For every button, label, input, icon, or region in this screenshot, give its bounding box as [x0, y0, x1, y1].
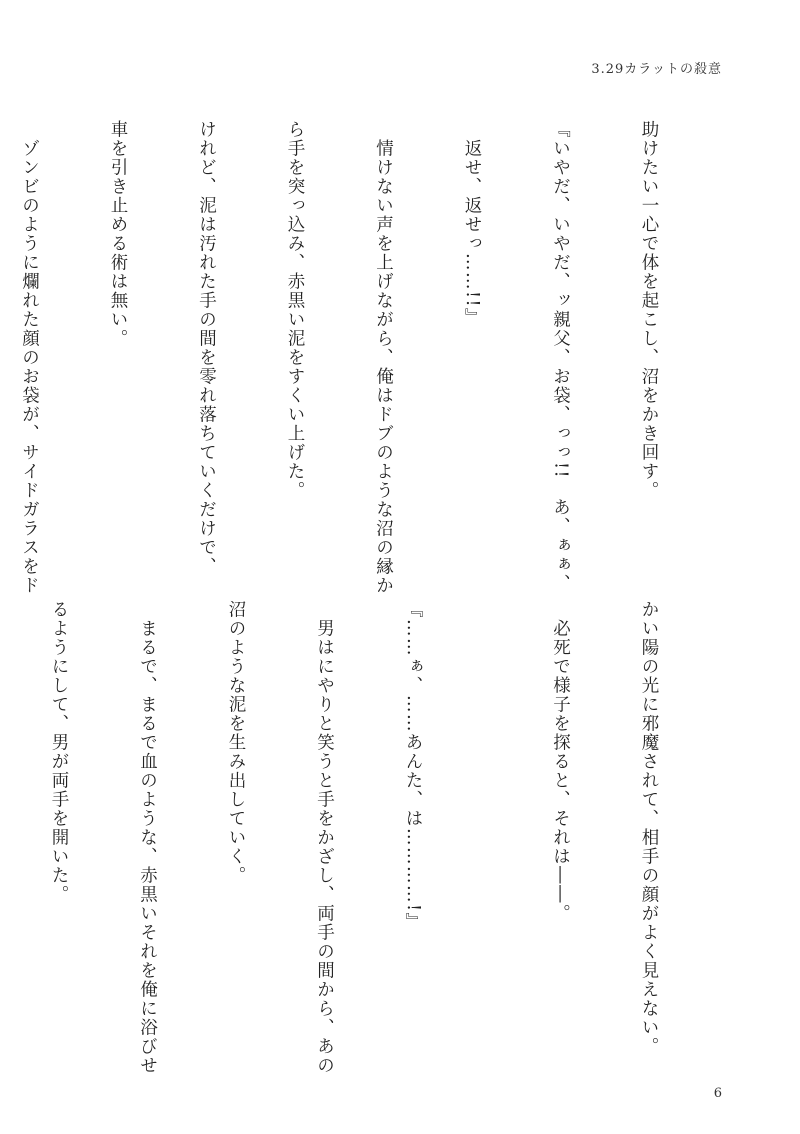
text-line: 沼のような泥を生み出していく。 [226, 600, 246, 885]
text-line: 男はにやりと笑うと手をかざし、両手の間から、あの [314, 600, 335, 1075]
text-line: 情けない声を上げながら、俺はドブのような沼の縁か [373, 120, 394, 595]
text-line: るようにして、男が両手を開いた。 [49, 600, 69, 904]
page-number: 6 [713, 1086, 722, 1101]
text-line: ら手を突っ込み、赤黒い泥をすくい上げた。 [285, 120, 305, 500]
upper-text-block [19, 120, 722, 595]
text-line: ゾンビのように爛れた顔のお袋が、サイドガラスをド [19, 120, 40, 595]
text-line: 必死で様子を探ると、それは――。 [550, 600, 571, 923]
text-line: 『……ぁ、……あんた、は…………!』 [403, 600, 423, 932]
text-line: 『いやだ、いやだ、ッ親父、お袋、っっ!! あ、ぁぁ、 [550, 120, 571, 594]
text-line: 助けたい一心で体を起こし、沼をかき回す。 [639, 120, 659, 500]
text-line: かい陽の光に邪魔されて、相手の顔がよく見えない。 [639, 600, 659, 1056]
running-header: 3.29カラットの殺意 [591, 62, 722, 77]
text-line: まるで、まるで血のような、赤黒いそれを俺に浴びせ [137, 600, 158, 1075]
text-line: けれど、泥は汚れた手の間を零れ落ちていくだけで、 [196, 120, 217, 576]
text-line: 車を引き止める術は無い。 [108, 120, 128, 348]
lower-text-block [49, 600, 722, 1075]
text-line: 返せ、返せっ……!!』 [462, 120, 482, 328]
